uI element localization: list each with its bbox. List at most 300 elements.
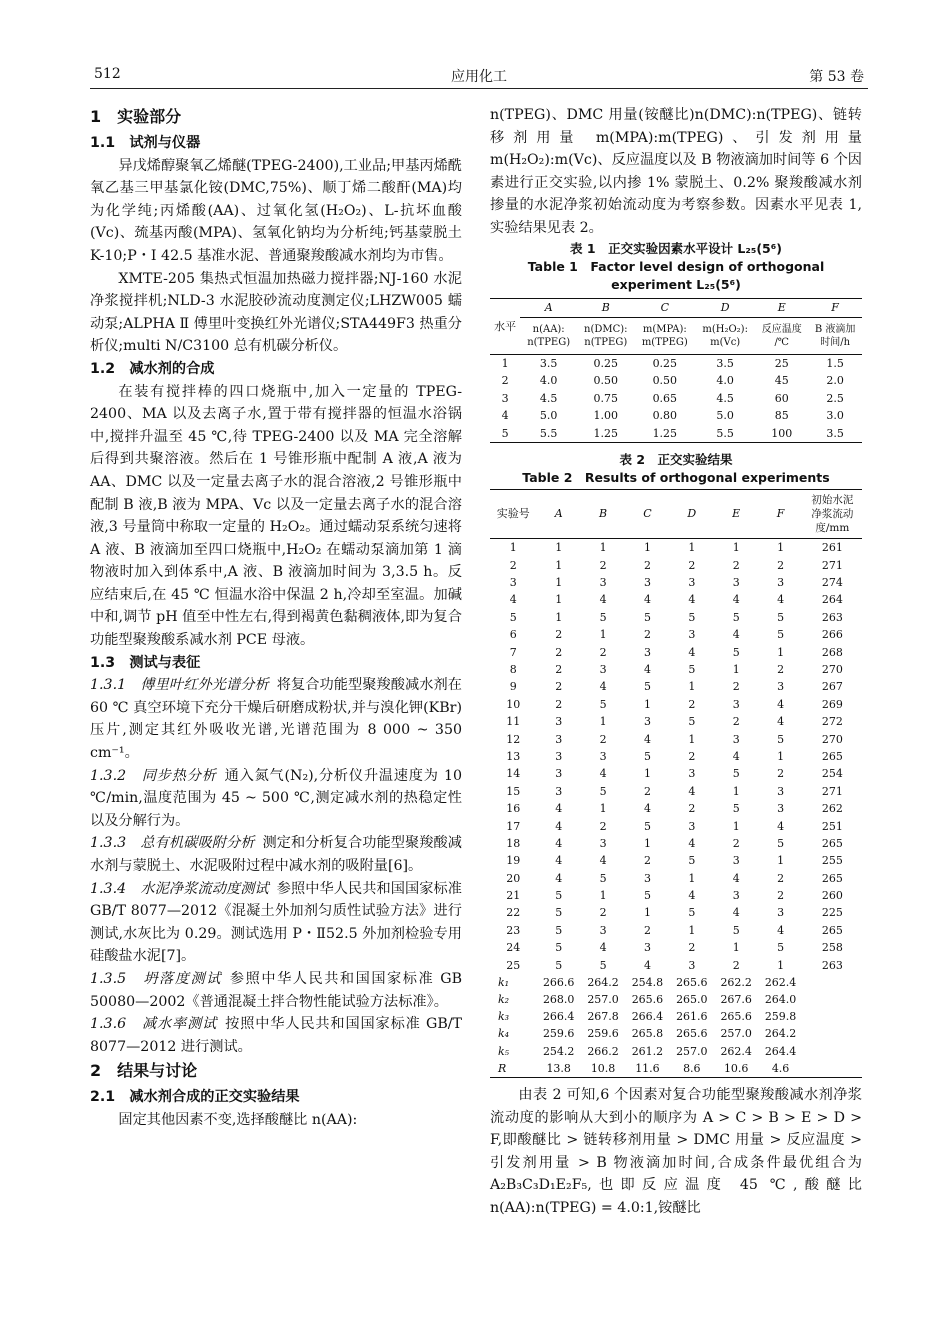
table-2-header-cell: B — [581, 490, 625, 539]
table-1-factor-levels — [490, 298, 862, 444]
table-row — [490, 407, 862, 425]
table-cell: 2 — [643, 923, 651, 937]
table-row — [490, 904, 862, 921]
table-cell: 4 — [777, 819, 785, 833]
table-cell: 1 — [599, 628, 607, 642]
table-cell: 2 — [688, 802, 696, 816]
table-cell: 15 — [506, 784, 521, 798]
table-cell: 5.0 — [539, 409, 558, 423]
subsection-title: 1.3.4 水泥净浆流动度测试 — [90, 880, 269, 897]
table-cell: 1 — [732, 819, 740, 833]
table-cell: 1 — [599, 541, 607, 555]
table-cell: 2 — [732, 558, 740, 572]
reagents-paragraph: 异戊烯醇聚氧乙烯醚(TPEG-2400),工业品;甲基丙烯酰氧乙基三甲基氯化铵(DMC,75%)、顺丁烯二酸酐(MA)均为化学纯;丙烯酸(AA)、过氧化氢(H₂O₂)、L-抗坏血酸(Vc)、巯基丙酸(MPA)、氢氧化钠均为分析纯;钙基蒙脱土 K-10;P・I 42.5 基准水泥、普通聚羧酸减水剂均为市售。 — [90, 157, 462, 264]
table-cell: 3 — [777, 576, 785, 590]
table-cell: 3.5 — [826, 426, 844, 440]
table-cell: 267.6 — [720, 993, 752, 1007]
table-cell: 2 — [555, 697, 563, 711]
table-cell: 22 — [506, 906, 521, 920]
table-cell: 1.25 — [652, 426, 678, 440]
table-cell: 4 — [732, 906, 740, 920]
table-cell: 1 — [688, 923, 696, 937]
table-cell: 13.8 — [546, 1061, 571, 1075]
table-cell: 2 — [688, 749, 696, 763]
table-cell: 3 — [777, 906, 785, 920]
table-cell: 3 — [732, 889, 740, 903]
table-cell: 2 — [688, 697, 696, 711]
table-cell: k₅ — [498, 1044, 510, 1058]
table-cell: 1 — [732, 662, 740, 676]
table-1-factor-letter: B — [577, 298, 634, 317]
table-cell: 14 — [506, 767, 521, 781]
table-cell: 5 — [732, 610, 740, 624]
page-number: 512 — [94, 66, 121, 82]
table-cell: 4 — [599, 593, 607, 607]
subsection-body: 参照中华人民共和国国家标准 GB/T 8077—2012《混凝土外加剂匀质性试验方法》进行测试,水灰比为 0.29。测试选用 P・Ⅱ52.5 外加剂检验专用硅酸盐水泥[7]。 — [90, 880, 462, 965]
table-cell: 10 — [506, 697, 521, 711]
subsection-title: 1.3.6 减水率测试 — [90, 1016, 218, 1033]
table-cell: 3.5 — [716, 356, 734, 370]
table-1-caption-en: Table 1 Factor level design of orthogonal — [527, 258, 825, 274]
table-cell: 3 — [777, 680, 785, 694]
table-cell: 21 — [506, 889, 521, 903]
table-cell: 20 — [506, 871, 521, 885]
table-cell: 5 — [732, 645, 740, 659]
table-row — [490, 713, 862, 730]
table-cell: 12 — [506, 732, 521, 746]
table-1-letter-row — [490, 298, 862, 317]
table-1-factor-letter: D — [695, 298, 755, 317]
instruments-paragraph: XMTE-205 集热式恒温加热磁力搅拌器;NJ-160 水泥净浆搅拌机;NLD-3 水泥胶砂流动度测定仪;LHZW005 蠕动泵;ALPHA Ⅱ 傅里叶变换红外光谱仪;STA449F3 热重分析仪;multi N/C3100 总有机碳分析仪。 — [90, 270, 462, 355]
table-cell: 2 — [555, 680, 563, 694]
table-cell: 265.6 — [676, 1027, 708, 1041]
table-cell-empty — [803, 974, 862, 991]
section-2-1-title: 2.1 减水剂合成的正交实验结果 — [90, 1089, 300, 1106]
table-cell: 251 — [821, 819, 843, 833]
table-cell: 3 — [777, 802, 785, 816]
table-row — [490, 661, 862, 678]
table-cell: 8.6 — [683, 1061, 701, 1075]
subsection-body: 将复合功能型聚羧酸减水剂在 60 ℃ 真空环境下充分干燥后研磨成粉状,并与溴化钾(KBr)压片,测定其红外吸收光谱,光谱范围为 8 000 ~ 350 cm⁻¹。 — [90, 677, 462, 762]
table-cell: 5 — [777, 610, 785, 624]
table-cell: 5.5 — [716, 426, 734, 440]
table-2-header-cell: E — [714, 490, 758, 539]
table-cell: 3 — [555, 715, 563, 729]
table-cell: 2 — [777, 767, 785, 781]
table-cell: 4 — [643, 958, 651, 972]
table-cell: 4 — [777, 923, 785, 937]
table-cell: 4 — [688, 784, 696, 798]
table-cell: 23 — [506, 923, 521, 937]
table-row — [490, 609, 862, 626]
table-cell: 1 — [555, 576, 563, 590]
table-cell: 9 — [509, 680, 517, 694]
table-1-factor-name: m(H₂O₂): m(Vc) — [695, 317, 755, 354]
table-cell: 5 — [688, 715, 696, 729]
table-cell: 262.2 — [720, 975, 752, 989]
table-cell: 5 — [599, 871, 607, 885]
table-cell: 5 — [555, 923, 563, 937]
table-cell: 266.2 — [587, 1044, 619, 1058]
subsection-1-3-4 — [90, 878, 462, 968]
table-cell: 3 — [599, 662, 607, 676]
table-1-caption-en-2: experiment L₂₅(5⁶) — [611, 276, 741, 292]
table-cell: 4 — [777, 697, 785, 711]
table-cell: 1.00 — [593, 409, 619, 423]
table-cell: 8 — [509, 662, 517, 676]
table-cell: 265.6 — [720, 1010, 752, 1024]
table-cell: 5 — [777, 732, 785, 746]
subsection-body: 按照中华人民共和国国家标准 GB/T 8077—2012 进行测试。 — [90, 1016, 462, 1055]
table-cell: 254 — [821, 767, 843, 781]
table-cell: 1.5 — [826, 356, 844, 370]
table-cell: 5 — [599, 958, 607, 972]
table-cell: 5 — [599, 784, 607, 798]
table-2-caption-cn: 表 2 正交实验结果 — [619, 452, 733, 468]
table-cell: 1.25 — [593, 426, 619, 440]
table-cell: 4 — [688, 889, 696, 903]
section-1-3-title: 1.3 测试与表征 — [90, 654, 201, 671]
table-cell: 260 — [821, 889, 843, 903]
table-row — [490, 390, 862, 408]
table-cell: 265.0 — [676, 993, 708, 1007]
table-cell: 271 — [821, 784, 843, 798]
subsection-title: 1.3.5 坍落度测试 — [90, 970, 222, 987]
table-2-header-cell: D — [670, 490, 714, 539]
table-cell: 4 — [501, 409, 509, 423]
table-cell: 18 — [506, 836, 521, 850]
table-cell: 2 — [643, 558, 651, 572]
table-cell: 5 — [599, 610, 607, 624]
table-cell: 263 — [821, 610, 843, 624]
table-cell: 3 — [732, 576, 740, 590]
table-cell: 4.6 — [771, 1061, 790, 1075]
table-row — [490, 372, 862, 390]
left-column — [90, 104, 462, 1132]
table-cell: 268.0 — [542, 993, 575, 1007]
table-k-row — [490, 974, 862, 991]
table-cell: 2 — [599, 732, 607, 746]
table-1-factor-name: n(DMC): n(TPEG) — [577, 317, 634, 354]
table-cell: 3 — [732, 732, 740, 746]
table-cell-empty — [803, 1043, 862, 1060]
subsection-body: 通入氮气(N₂),分析仪升温速度为 10 ℃/min,温度范围为 45 ~ 500 ℃,测定减水剂的热稳定性以及分解行为。 — [90, 767, 462, 829]
table-row — [490, 817, 862, 834]
table-cell: 4 — [643, 802, 651, 816]
table-cell: 5 — [688, 662, 696, 676]
table-row — [490, 643, 862, 660]
table-cell: 5 — [643, 889, 651, 903]
table-cell: 3.0 — [826, 409, 844, 423]
table-cell: 3 — [688, 576, 696, 590]
table-cell: k₁ — [498, 975, 510, 989]
table-cell: 2 — [643, 628, 651, 642]
table-cell: 4 — [688, 593, 696, 607]
table-cell: 5 — [643, 610, 651, 624]
table-cell: 3 — [555, 732, 563, 746]
table-cell: 10.8 — [590, 1061, 616, 1075]
table-cell: 1 — [777, 541, 785, 555]
table-cell: 2 — [555, 645, 563, 659]
table-cell: 3 — [688, 767, 696, 781]
table-cell: 3 — [555, 749, 563, 763]
table-cell: 4 — [555, 836, 563, 850]
table-cell: 271 — [821, 558, 843, 572]
table-cell: 4 — [643, 662, 651, 676]
table-cell: 1 — [688, 732, 696, 746]
right-column — [490, 104, 862, 1220]
table-row — [490, 800, 862, 817]
table-cell: 2 — [777, 871, 785, 885]
table-k-row — [490, 1025, 862, 1042]
table-cell: 1 — [643, 541, 651, 555]
table-cell: 3 — [643, 576, 651, 590]
table-cell: 225 — [821, 906, 843, 920]
table-cell: 259.6 — [587, 1027, 619, 1041]
table-cell: 1 — [555, 558, 563, 572]
table-cell: 1 — [688, 871, 696, 885]
table-cell: 1 — [555, 610, 563, 624]
table-cell: 4.5 — [539, 391, 558, 405]
table-1-caption-cn: 表 1 正交实验因素水平设计 L₂₅(5⁶) — [570, 240, 782, 256]
table-cell: 1 — [732, 541, 740, 555]
table-2-header-cell: 实验号 — [490, 490, 537, 539]
subsection-title: 1.3.2 同步热分析 — [90, 767, 217, 784]
table-cell: 258 — [821, 941, 843, 955]
table-cell: 4 — [777, 593, 785, 607]
table-cell: 263 — [821, 958, 843, 972]
table-cell: 5.0 — [716, 409, 734, 423]
table-1-factor-letter: F — [808, 298, 862, 317]
section-2-title: 2 结果与讨论 — [90, 1061, 198, 1081]
table-cell: 11 — [506, 715, 521, 729]
table-cell: 3 — [688, 958, 696, 972]
table-cell: 2.5 — [826, 391, 844, 405]
section-1-title: 1 实验部分 — [90, 107, 182, 126]
table-cell: 60 — [774, 391, 789, 405]
table-cell: 3.5 — [539, 356, 558, 370]
table-cell: 5 — [732, 802, 740, 816]
table-2-header-cell: F — [758, 490, 802, 539]
table-cell: 265.6 — [676, 975, 708, 989]
table-cell: 1 — [688, 541, 696, 555]
table-cell: 25 — [774, 356, 789, 370]
table-cell: 2 — [777, 558, 785, 572]
table-cell: 1 — [777, 645, 785, 659]
table-cell-empty — [803, 991, 862, 1008]
table-cell: 4.0 — [716, 374, 734, 388]
table-cell: 2 — [777, 889, 785, 903]
table-cell: 2 — [732, 715, 740, 729]
table-cell: 4.0 — [539, 374, 558, 388]
table-cell: 262.4 — [720, 1044, 752, 1058]
table-cell: 264.2 — [587, 975, 619, 989]
table-cell: 257.0 — [720, 1027, 752, 1041]
table-cell: 274 — [821, 576, 843, 590]
table-1-level-header: 水平 — [490, 298, 520, 354]
table-cell: 25 — [506, 958, 521, 972]
table-row — [490, 835, 862, 852]
table-cell: 4 — [688, 836, 696, 850]
table-cell: 10.6 — [723, 1061, 749, 1075]
table-row — [490, 556, 862, 573]
table-cell: 1 — [643, 767, 651, 781]
table-cell: 5 — [643, 749, 651, 763]
table-cell: 4 — [599, 680, 607, 694]
table-cell: 3 — [732, 697, 740, 711]
table-cell: 264.0 — [764, 993, 797, 1007]
table-cell: 5 — [688, 906, 696, 920]
table-cell: 24 — [506, 941, 521, 955]
table-cell: 4 — [732, 628, 740, 642]
table-cell: 3 — [599, 923, 607, 937]
table-cell: 259.6 — [542, 1027, 575, 1041]
table-cell: 2 — [599, 645, 607, 659]
table-cell: 266 — [821, 628, 843, 642]
table-2-caption-en: Table 2 Results of orthogonal experiments — [522, 470, 830, 486]
table-cell: 0.50 — [652, 374, 678, 388]
table-1-factor-name: B 液滴加 时间/h — [808, 317, 862, 354]
table-cell: 2 — [643, 784, 651, 798]
table-cell: 5 — [555, 889, 563, 903]
table-cell: 5 — [688, 854, 696, 868]
table-row — [490, 765, 862, 782]
table-cell: 5 — [643, 680, 651, 694]
table-row — [490, 354, 862, 372]
table-row — [490, 922, 862, 939]
table-cell: 5.5 — [539, 426, 558, 440]
table-cell: 255 — [821, 854, 843, 868]
table-cell: 269 — [821, 697, 843, 711]
table-cell: 265 — [821, 749, 843, 763]
table-cell: 7 — [509, 645, 517, 659]
table-cell: 5 — [777, 941, 785, 955]
table-2-header-row — [490, 490, 862, 539]
table-cell: 265 — [821, 923, 843, 937]
table-cell: 4 — [599, 941, 607, 955]
table-cell: 3 — [599, 836, 607, 850]
orthogonal-intro-paragraph: 固定其他因素不变,选择酸醚比 n(AA): — [118, 1111, 358, 1128]
table-row — [490, 574, 862, 591]
table-cell: k₄ — [498, 1027, 510, 1041]
table-row — [490, 696, 862, 713]
table-cell: 2 — [509, 558, 517, 572]
table-cell: 1 — [643, 697, 651, 711]
journal-name: 应用化工 — [451, 69, 507, 85]
table-cell: 3 — [555, 767, 563, 781]
table-row — [490, 626, 862, 643]
table-k-row — [490, 1060, 862, 1078]
synthesis-paragraph: 在装有搅拌棒的四口烧瓶中,加入一定量的 TPEG-2400、MA 以及去离子水,置于带有搅拌器的恒温水浴锅中,搅拌升温至 45 ℃,待 TPEG-2400 以及 MA 完全溶解后得到共聚溶液。然后在 1 号锥形瓶中配制 A 液,A 液为 AA、DMC 以及一定量去离子水的混合溶液,2 号锥形瓶中配制 B 液,B 液为 MPA、Vc 以及一定量去离子水的混合溶液,3 号量筒中称取一定量的 H₂O₂。通过蠕动泵系统匀速将 A 液、B 液滴加至四口烧瓶中,H₂O₂ 在蠕动泵滴加第 1 滴物液时加入到体系中,A 液、B 液滴加时间为 3,3.5 h。反应结束后,在 45 ℃ 恒温水浴中保温 2 h,冷却至室温。加碱中和,调节 pH 值至中性左右,得到褐黄色黏稠液体,即为复合功能型聚羧酸系减水剂 PCE 母液。 — [90, 383, 462, 649]
table-cell: 0.25 — [593, 356, 619, 370]
table-row — [490, 730, 862, 747]
table-cell: 3 — [643, 715, 651, 729]
table-cell: 261 — [821, 541, 843, 555]
table-cell: 1 — [643, 906, 651, 920]
table-1-factor-name-row — [490, 317, 862, 354]
table-cell: 268 — [821, 645, 843, 659]
volume-label: 第 53 卷 — [809, 69, 864, 85]
table-cell: 0.75 — [593, 391, 619, 405]
table-cell: 257.0 — [587, 993, 619, 1007]
table-cell: 262 — [821, 802, 843, 816]
table-cell: 4 — [509, 593, 517, 607]
table-cell: 259.8 — [764, 1010, 797, 1024]
table-cell: 5 — [555, 958, 563, 972]
table-cell: 5 — [555, 941, 563, 955]
table-cell: k₂ — [498, 993, 510, 1007]
table-cell: 3 — [688, 628, 696, 642]
table-k-row — [490, 1043, 862, 1060]
table-1-factor-name: m(MPA): m(TPEG) — [635, 317, 696, 354]
table-row — [490, 591, 862, 608]
table-cell: 265 — [821, 836, 843, 850]
table-k-row — [490, 991, 862, 1008]
section-1-1-title: 1.1 试剂与仪器 — [90, 135, 201, 151]
table-cell: 4 — [732, 749, 740, 763]
table-cell: 4 — [599, 767, 607, 781]
table-cell: 3 — [509, 576, 517, 590]
table-1-factor-name: 反应温度 /℃ — [755, 317, 808, 354]
table-cell: 2 — [599, 819, 607, 833]
table-cell: 5 — [777, 836, 785, 850]
table-cell: 1 — [732, 941, 740, 955]
table-cell: 5 — [732, 923, 740, 937]
table-cell-empty — [803, 1008, 862, 1025]
table-row — [490, 852, 862, 869]
table-cell: 3 — [732, 854, 740, 868]
subsection-1-3-6 — [90, 1013, 462, 1058]
table-cell: 2 — [555, 662, 563, 676]
table-cell: 1 — [732, 784, 740, 798]
subsection-1-3-1 — [90, 674, 462, 764]
table-cell: 2.0 — [826, 374, 844, 388]
table-k-row — [490, 1008, 862, 1025]
table-1-factor-letter: C — [635, 298, 696, 317]
table-cell: 6 — [509, 628, 517, 642]
subsection-body: 测定和分析复合功能型聚羧酸减水剂与蒙脱土、水泥吸附过程中减水剂的吸附量[6]。 — [90, 835, 462, 874]
table-cell: 1 — [509, 541, 517, 555]
table-cell: 2 — [501, 374, 509, 388]
table-cell: 2 — [555, 628, 563, 642]
table-cell: 0.80 — [652, 409, 678, 423]
table-row — [490, 539, 862, 557]
table-cell: 2 — [599, 558, 607, 572]
subsection-title: 1.3.3 总有机碳吸附分析 — [90, 835, 255, 852]
table-cell: 5 — [777, 628, 785, 642]
table-1-factor-letter: A — [520, 298, 577, 317]
subsection-body: 参照中华人民共和国国家标准 GB 50080—2002《普通混凝土拌合物性能试验方法标准》。 — [90, 970, 462, 1010]
table-cell: 3 — [501, 391, 509, 405]
table-cell: 3 — [599, 749, 607, 763]
table-cell: 1 — [688, 680, 696, 694]
table-cell: 265 — [821, 871, 843, 885]
table-cell: 267 — [821, 680, 843, 694]
table-1-factor-name: n(AA): n(TPEG) — [520, 317, 577, 354]
table-cell: 267.8 — [587, 1010, 619, 1024]
table-cell: 11.6 — [635, 1061, 660, 1075]
table-cell: 16 — [506, 802, 521, 816]
table-cell: 266.4 — [631, 1010, 664, 1024]
table-cell: 270 — [821, 732, 843, 746]
table-cell: 1 — [777, 958, 785, 972]
table-cell: 3 — [688, 819, 696, 833]
table-cell: 1 — [599, 889, 607, 903]
table-cell: 4 — [732, 593, 740, 607]
table-cell: 5 — [643, 819, 651, 833]
table-cell: 261.2 — [631, 1044, 664, 1058]
table-row — [490, 425, 862, 443]
